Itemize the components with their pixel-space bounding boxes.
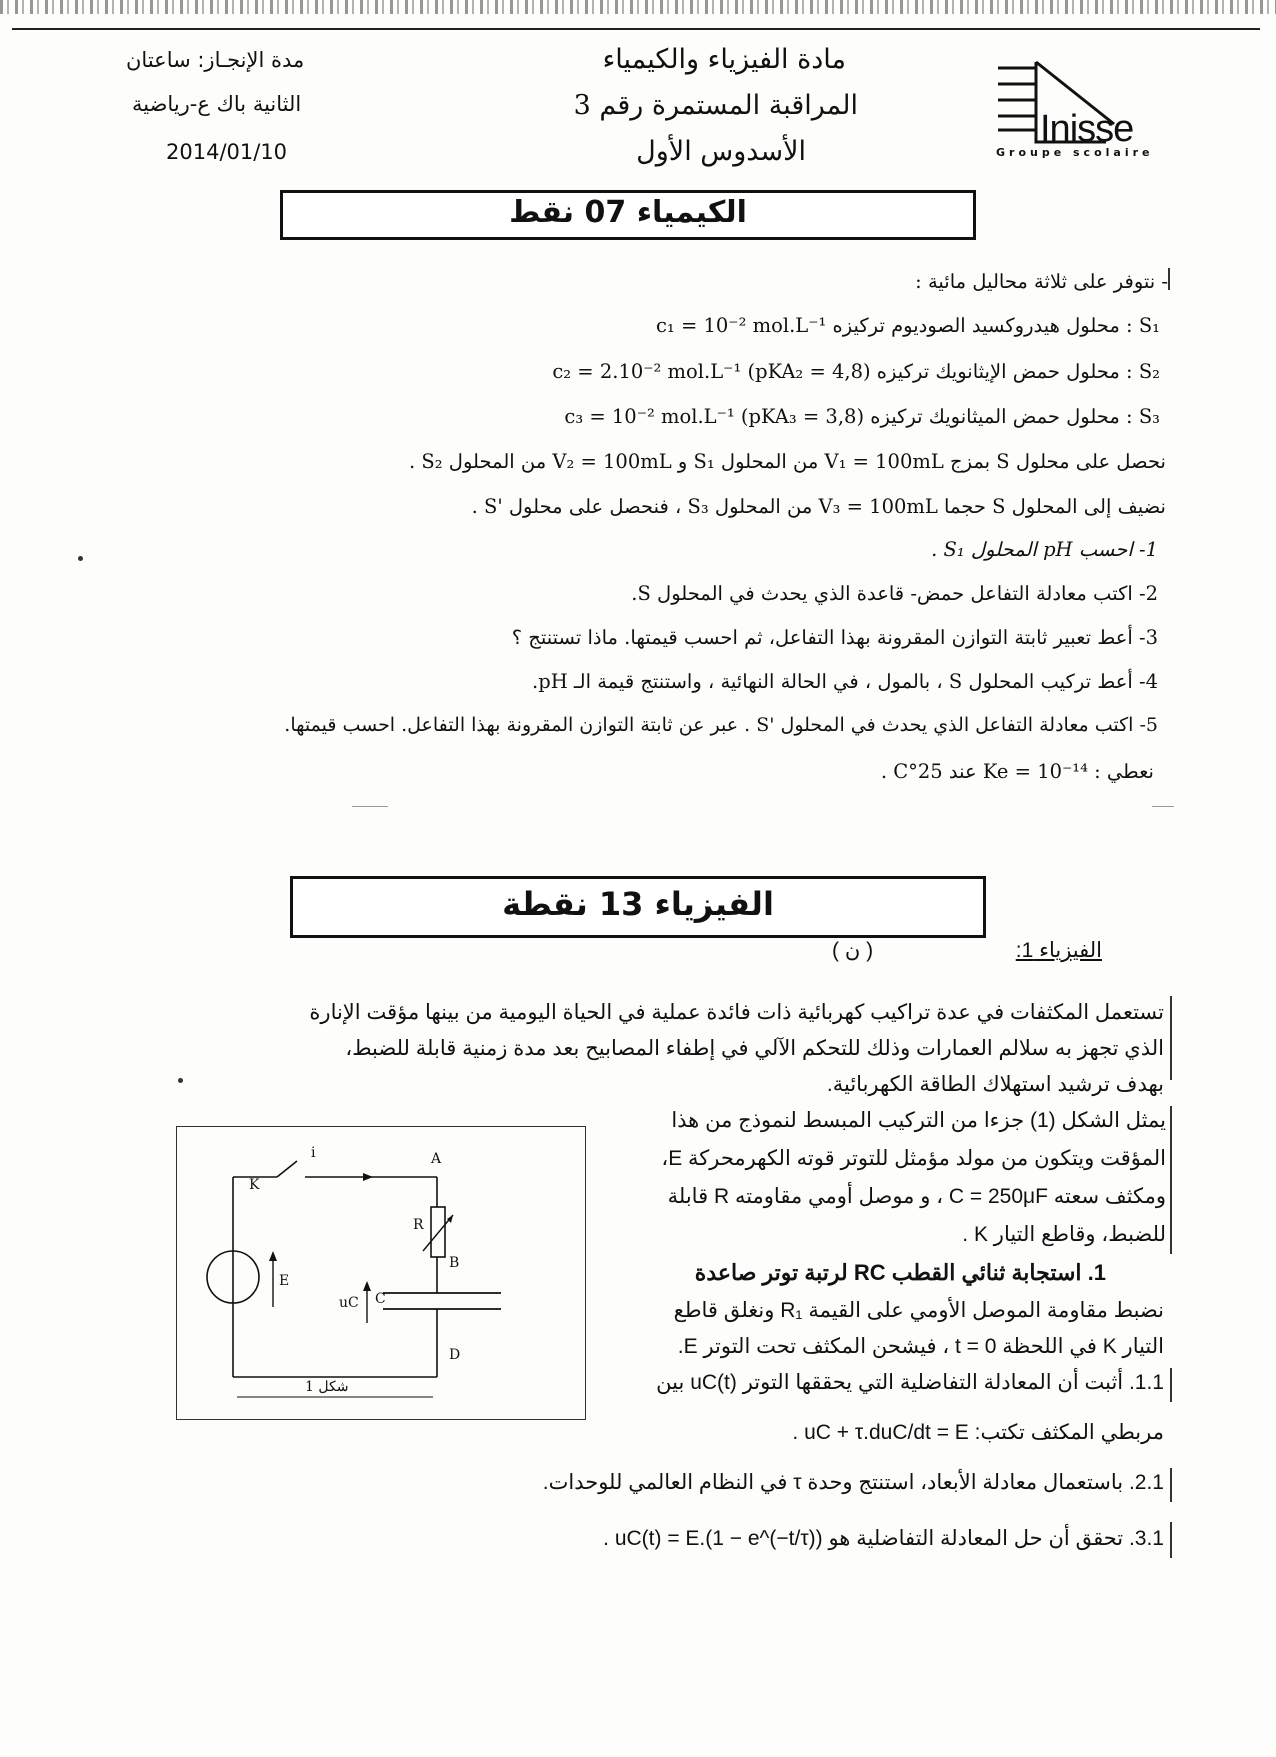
chem-line: S₂ : محلول حمض الإيثانويك تركيزه c₂ = 2.10⁻² mol.L⁻¹ (pKA₂ = 4,8) xyxy=(552,360,1160,383)
exam-date: 2014/01/10 xyxy=(166,140,288,164)
label-D: D xyxy=(449,1347,461,1363)
q1-text: نضبط مقاومة الموصل الأومي على القيمة R₁ ونغلق قاطع xyxy=(673,1299,1164,1322)
subject-title: مادة الفيزياء والكيمياء xyxy=(602,44,846,75)
label-C: C xyxy=(375,1291,386,1307)
question-1-1: 1.1. أثبت أن المعادلة التفاضلية التي يحققها التوتر uC(t) بين xyxy=(656,1371,1164,1394)
voltage-arrow-icon xyxy=(269,1251,277,1261)
level: الثانية باك ع-رياضية xyxy=(132,92,302,116)
question-3-1: 3.1. تحقق أن حل المعادلة التفاضلية هو uC(t) = E.(1 − e^(−t/τ)) . xyxy=(603,1527,1164,1550)
margin-bar xyxy=(1170,1106,1172,1254)
chem-question-1: 1- احسب pH المحلول S₁ . xyxy=(931,538,1158,561)
side-line: يمثل الشكل (1) جزءا من التركيب المبسط لنموذج من هذا xyxy=(671,1109,1166,1132)
question-1-1-equation: مربطي المكثف تكتب: uC + τ.duC/dt = E . xyxy=(792,1421,1164,1444)
chem-line: نضيف إلى المحلول S حجما V₃ = 100mL من المحلول S₃ ، فنحصل على محلول 'S . xyxy=(471,495,1166,518)
chem-line: - نتوفر على ثلاثة محاليل مائية : xyxy=(915,270,1168,293)
chem-line: S₃ : محلول حمض الميثانويك تركيزه c₃ = 10⁻² mol.L⁻¹ (pKA₃ = 3,8) xyxy=(564,405,1160,428)
label-uc: uC xyxy=(339,1295,359,1311)
question-2-1: 2.1. باستعمال معادلة الأبعاد، استنتج وحدة τ في النظام العالمي للوحدات. xyxy=(542,1471,1164,1494)
voltage-arrow-icon xyxy=(363,1281,371,1291)
chem-line: S₁ : محلول هيدروكسيد الصوديوم تركيزه c₁ = 10⁻² mol.L⁻¹ xyxy=(656,314,1160,337)
chem-question-5: 5- اكتب معادلة التفاعل الذي يحدث في المحلول 'S . عبر عن ثابتة التوازن المقرونة بهذا التفاعل. احسب قيمتها. xyxy=(284,714,1158,736)
side-line: للضبط، وقاطع التيار K . xyxy=(962,1223,1166,1246)
semester-title: الأسدوس الأول xyxy=(636,136,806,167)
scan-speck xyxy=(78,556,83,561)
side-line: ومكثف سعته C = 250μF ، و موصل أومي مقاومته R قابلة xyxy=(667,1185,1166,1208)
circuit-diagram xyxy=(177,1127,585,1419)
chemistry-title-box xyxy=(280,190,976,240)
chem-line: نحصل على محلول S بمزج V₁ = 100mL من المحلول S₁ و V₂ = 100mL من المحلول S₂ . xyxy=(408,450,1166,473)
chemistry-body xyxy=(200,270,1168,790)
physics-title-box xyxy=(290,876,986,938)
label-A: A xyxy=(431,1151,442,1167)
chem-question-4: 4- أعط تركيب المحلول S ، بالمول ، في الحالة النهائية ، واستنتج قيمة الـ pH. xyxy=(532,670,1158,693)
school-logo xyxy=(996,50,1206,160)
q1-text: التيار K في اللحظة t = 0 ، فيشحن المكثف تحت التوتر E. xyxy=(677,1335,1164,1358)
physics-exercise-points: ( ن ) xyxy=(832,939,874,962)
physics-exercise-label: الفيزياء 1: xyxy=(1015,939,1102,962)
label-K: K xyxy=(249,1177,260,1193)
question-1-title: 1. استجابة ثنائي القطب RC لرتبة توتر صاعدة xyxy=(694,1260,1106,1285)
label-E: E xyxy=(279,1273,290,1289)
margin-bar xyxy=(1170,1468,1172,1502)
scan-noise xyxy=(0,0,1276,14)
chem-question-2: 2- اكتب معادلة التفاعل حمض- قاعدة الذي يحدث في المحلول S. xyxy=(631,582,1158,605)
logo-name: Inisse xyxy=(1040,108,1134,150)
chem-question-3: 3- أعط تعبير ثابتة التوازن المقرونة بهذا التفاعل، ثم احسب قيمتها. ماذا تستنتج ؟ xyxy=(511,626,1158,649)
figure-caption: شكل 1 xyxy=(305,1379,349,1395)
scan-speck xyxy=(178,1078,183,1083)
stray-mark xyxy=(1152,806,1174,807)
duration: مدة الإنجـاز: ساعتان xyxy=(126,48,305,72)
chemistry-title: الكيمياء 07 نقط xyxy=(509,195,747,230)
label-B: B xyxy=(449,1255,460,1271)
label-i: i xyxy=(311,1145,316,1161)
margin-bar xyxy=(1170,1522,1172,1558)
intro-line: الذي تجهز به سلالم العمارات وذلك للتحكم الآلي في إطفاء المصابيح بعد مدة زمنية قابلة للضبط، xyxy=(345,1037,1164,1060)
exam-title: المراقبة المستمرة رقم 3 xyxy=(573,90,858,121)
top-rule xyxy=(12,28,1260,30)
switch-k-icon xyxy=(277,1161,297,1177)
label-R: R xyxy=(413,1217,424,1233)
margin-bar xyxy=(1170,1368,1172,1402)
side-line: المؤقت ويتكون من مولد مؤمثل للتوتر قوته الكهرمحركة E، xyxy=(661,1147,1166,1170)
current-arrow-icon xyxy=(363,1173,373,1181)
stray-mark xyxy=(352,806,388,807)
margin-bar xyxy=(1168,268,1170,290)
intro-line: بهدف ترشيد استهلاك الطاقة الكهربائية. xyxy=(826,1073,1164,1096)
logo-subtitle: Groupe scolaire xyxy=(996,146,1154,159)
circuit-figure xyxy=(176,1126,586,1420)
physics-title: الفيزياء 13 نقطة xyxy=(502,885,774,923)
margin-bar xyxy=(1170,996,1172,1080)
intro-line: تستعمل المكثفات في عدة تراكيب كهربائية ذات فائدة عملية في الحياة اليومية من بينها مؤقت الإنارة xyxy=(309,1001,1164,1024)
chem-given: نعطي : Ke = 10⁻¹⁴ عند 25°C . xyxy=(880,760,1154,783)
